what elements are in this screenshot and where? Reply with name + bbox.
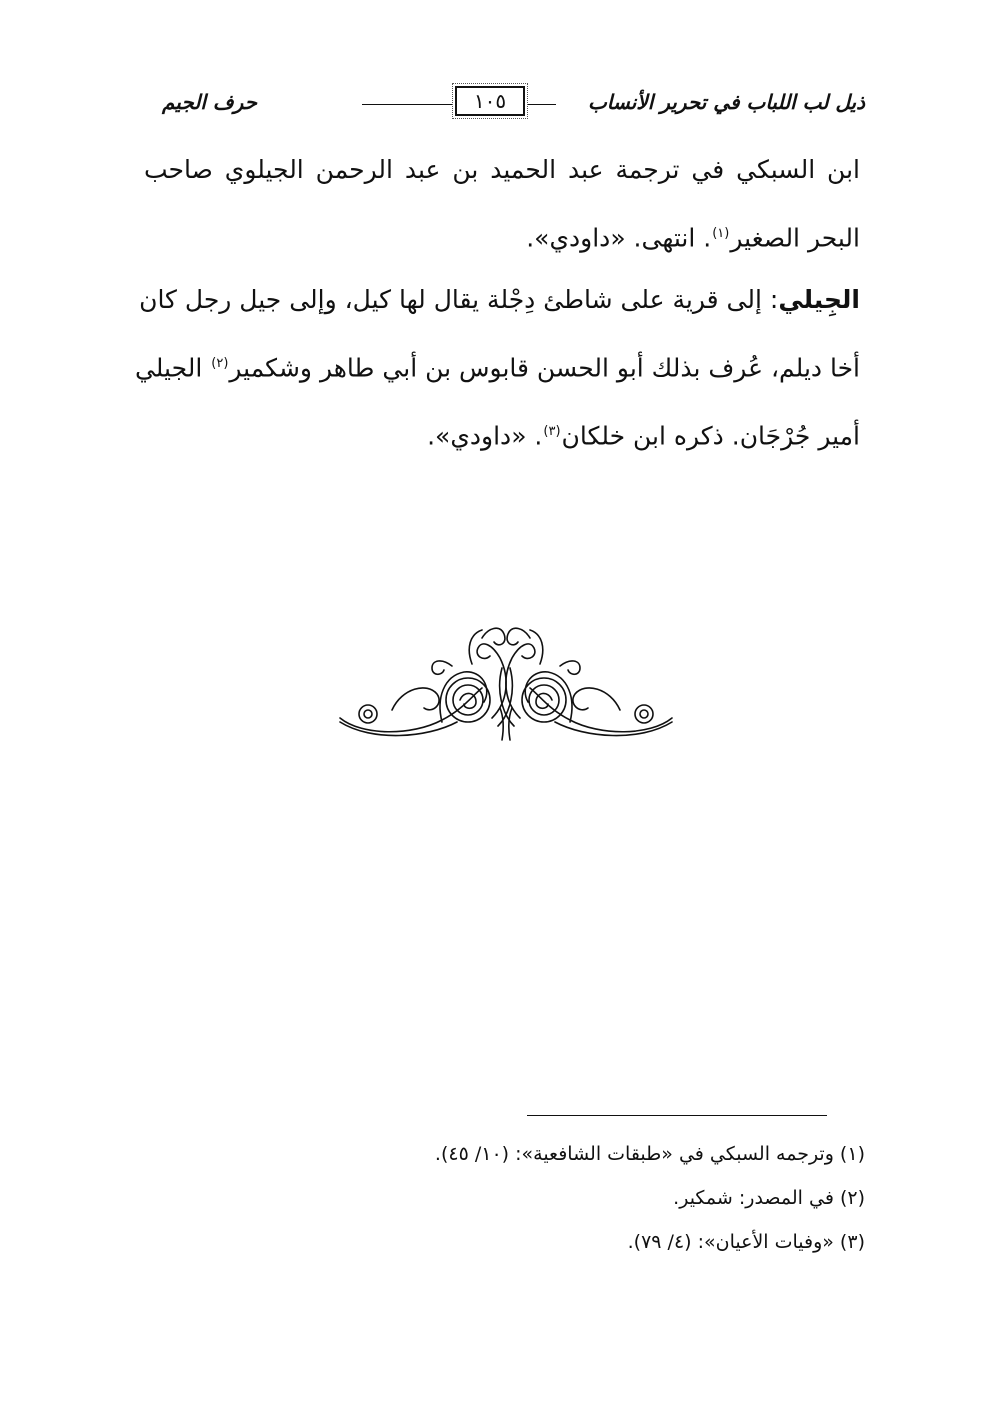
text-span: . «داودي». [427, 421, 543, 451]
text-span: : إلى قرية على شاطئ دِجْلة يقال لها كيل، وإلى جيل رجل كان [139, 285, 779, 314]
ornament-left [340, 628, 512, 740]
ornament-right [500, 628, 672, 740]
ornament-divider-icon [332, 618, 680, 748]
text-line [144, 400, 860, 468]
text-line [144, 202, 860, 270]
footnote-ref-3[interactable]: (٣) [543, 424, 561, 440]
text-span: ابن السبكي في ترجمة عبد الحميد بن عبد الرحمن الجيلوي صاحب [144, 155, 860, 184]
text-line [144, 138, 860, 202]
footnote-separator [527, 1115, 827, 1116]
page-number: ١٠٥ [455, 86, 525, 116]
chapter-title: حرف الجيم [162, 90, 257, 114]
footnotes [145, 1132, 865, 1264]
text-line [139, 268, 860, 332]
header-rule-right [528, 104, 556, 105]
text-span: أخا ديلم، عُرف بذلك أبو الحسن قابوس بن أبي طاهر وشكمير [229, 353, 860, 383]
book-title: ذيل لب اللباب في تحرير الأنساب [587, 90, 865, 114]
footnote-3: (٣) «وفيات الأعيان»: (٤/ ٧٩). [627, 1231, 865, 1253]
footnote-ref-2[interactable]: (٢) [211, 356, 229, 371]
header-rule-left [362, 104, 452, 105]
running-header [140, 82, 865, 122]
text-span: . انتهى. «داودي». [526, 223, 712, 253]
text-line [134, 332, 860, 400]
paragraph-1 [144, 138, 860, 270]
footnote-2: (٢) في المصدر: شمكير. [673, 1187, 865, 1209]
text-span: البحر الصغير [730, 223, 860, 253]
footnote-1: (١) وترجمه السبكي في «طبقات الشافعية»: (١٠/ ٤٥). [434, 1143, 865, 1165]
footnote-ref-1[interactable]: (١) [712, 226, 730, 241]
text-span: أمير جُرْجَان. ذكره ابن خلكان [561, 421, 860, 451]
paragraph-2 [134, 268, 860, 469]
entry-term: الجِيلي [778, 285, 860, 314]
text-span: الجيلي [134, 353, 211, 383]
